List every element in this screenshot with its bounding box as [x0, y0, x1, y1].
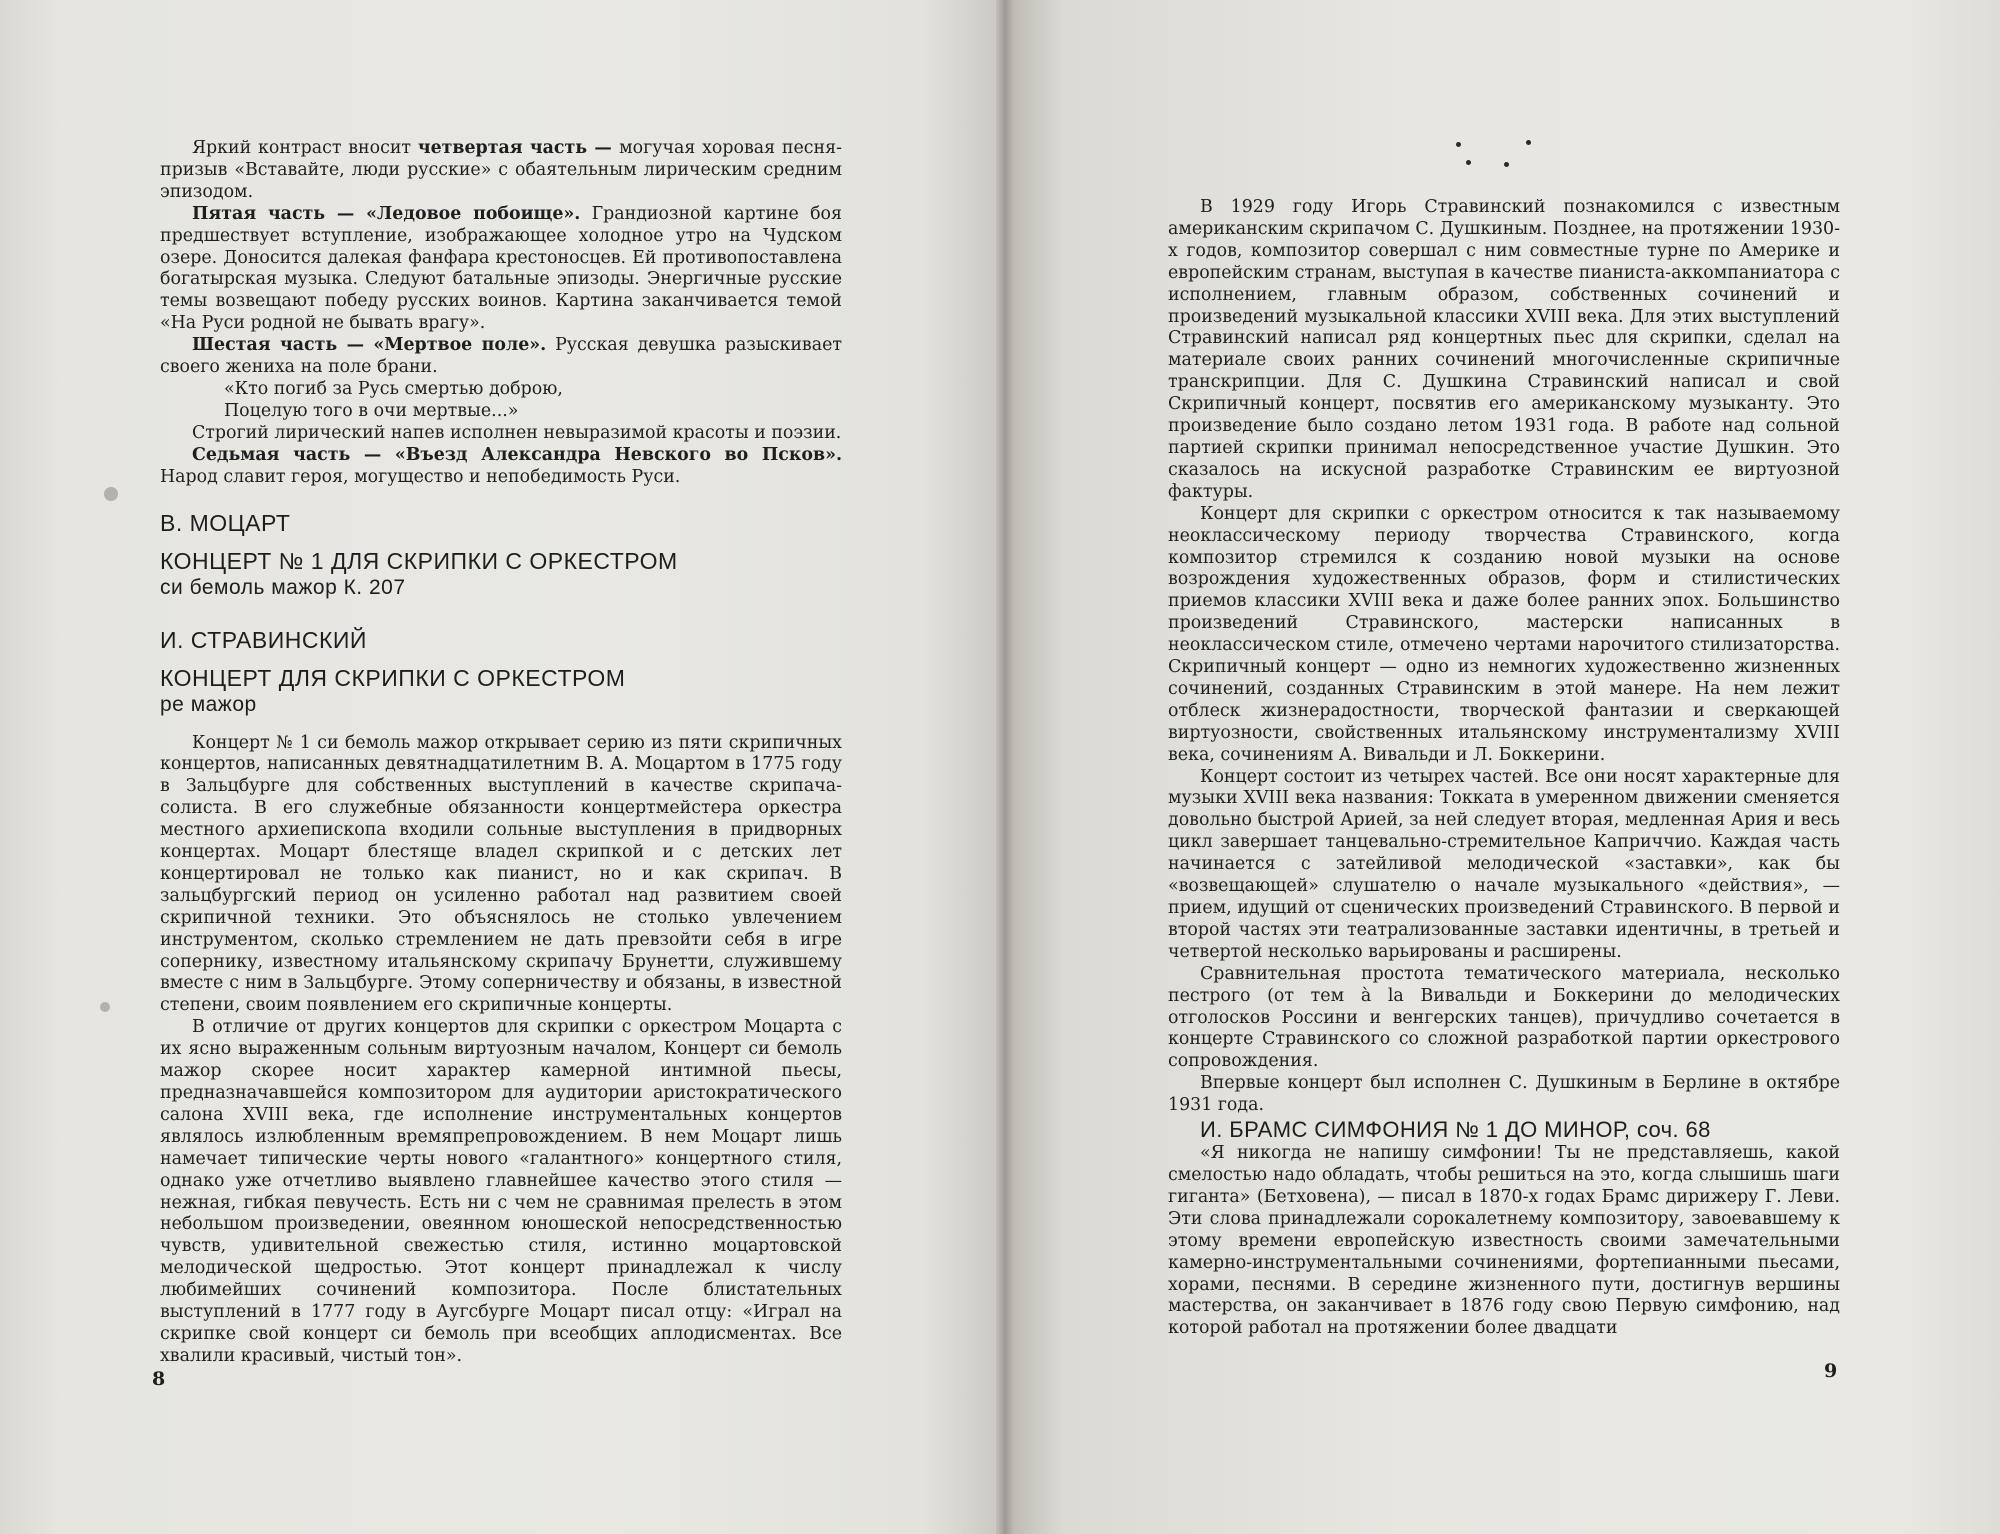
left-text-column [160, 138, 842, 1368]
mozart-paragraph: В отличие от других концертов для скрипки с оркестром Моцарта с их ясно выраженным сольным виртуозным началом, Концерт си бемоль мажор скорее носит характер камерной интимной пьесы, предназначавшейся композитором для аудитории аристократического салона XVIII века, где исполнение инструментальных концертов являлось излюбленным времяпрепровождением. В нем Моцарт лишь намечает типические черты нового «галантного» концертного стиля, однако уже отчетливо выявлено главнейшее качество этого стиля — нежная, гибкая певучесть. Есть ни с чем не сравнимая прелесть в этом небольшом произведении, овеянном юношеской непосредственностью чувств, удивительной свежестью стиля, истинно моцартовской мелодической щедростью. Этот концерт принадлежал к числу любимейших сочинений композитора. После блистательных выступлений в 1777 году в Аугсбурге Моцарт писал отцу: «Играл на скрипке свой концерт си бемоль при всеобщих аплодисментах. Все хвалили красивый, чистый тон». [160, 1017, 842, 1366]
brahms-heading: И. БРАМС СИМФОНИЯ № 1 ДО МИНОР, соч. 68 [1200, 1117, 1711, 1143]
speck [1456, 142, 1461, 147]
stravinsky-paragraph: В 1929 году Игорь Стравинский познакомился с известным американским скрипачом С. Душкиным. Позднее, на протяжении 1930-х годов, композитор совершал с ним совместные турне по Америке и европейским странам, выступая в качестве пианиста-аккомпаниатора с исполнением, главным образом, собственных сочинений и произведений музыкальной классики XVIII века. Для этих выступлений Стравинский написал ряд концертных пьес для скрипки, сделал на материале своих ранних сочинений многочисленные скрипичные транскрипции. Для С. Душкина Стравинский написал и свой Скрипичный концерт, посвятив его американскому музыканту. Это произведение было создано летом 1931 года. В работе над сольной партией скрипки принимал непосредственное участие Душкин. Это сказалось на искусной разработке Стравинским ее виртуозной фактуры. [1168, 197, 1840, 502]
paragraph-part-seven [160, 445, 842, 489]
part-heading: Пятая часть — «Ледовое побоище». [192, 203, 581, 224]
text-run: Русская девушка разыскивает своего жениха на поле брани. [160, 335, 842, 378]
speck [1504, 162, 1509, 167]
paragraph-part-six [160, 335, 842, 379]
stravinsky-paragraph: Концерт для скрипки с оркестром относится к так называемому неоклассическому периоду творчества Стравинского, когда композитор стремился к созданию новой музыки на основе возрождения художественных образов, форм и стилистических приемов классики XVIII века и даже более ранних эпох. Большинство произведений Стравинского, мастерски написанных в неоклассическом стиле, отмечено чертами нарочитого стилизаторства. Скрипичный концерт — одно из немногих художественно жизненных сочинений, созданных Стравинским в этой манере. На нем лежит отблеск жизнерадостности, творческой фантазии и сверкающей виртуозности, свойственных итальянскому инструментализму XVIII века, сочинениям А. Вивальди и Л. Боккерини. [1168, 503, 1840, 765]
part-heading: четвертая часть — [417, 138, 620, 158]
print-smudge [100, 1002, 110, 1012]
page-number-left: 8 [152, 1368, 166, 1390]
print-smudge [104, 487, 118, 501]
quote-line: Поцелую того в очи мертвые...» [224, 400, 519, 421]
paragraph-lyric [160, 423, 842, 445]
text-run: Строгий лирический напев исполнен невыразимой красоты и поэзии. [192, 422, 842, 443]
brahms-paragraph: «Я никогда не напишу симфонии! Ты не представляешь, какой смелостью надо обладать, чтобы решиться на это, когда слышишь шаги гиганта» (Бетховена), — писал в 1870-х годах Брамс дирижеру Г. Леви. Эти слова принадлежали сорокалетнему композитору, завоевавшему к этому времени европейскую известность своими замечательными камерно-инструментальными сочинениями, фортепианными пьесами, хорами, песнями. В середине жизненного пути, достигнув вершины мастерства, он заканчивает в 1876 году свою Первую симфонию, над которой работал на протяжении более двадцати [1168, 1143, 1840, 1339]
stravinsky-paragraph: Сравнительная простота тематического материала, несколько пестрого (от тем à la Вивальди и Боккерини до мелодических отголосков Россини и венгерских танцев), причудливо сочетается в концерте Стравинского со сложной разработкой партии оркестрового сопровождения. [1168, 963, 1840, 1072]
spacer [160, 717, 842, 733]
mozart-composer-heading: В. МОЦАРТ [160, 509, 291, 536]
binding-gutter [996, 0, 1014, 1534]
page-number-right: 9 [1824, 1360, 1838, 1382]
stravinsky-paragraph: Концерт состоит из четырех частей. Все они носят характерные для музыки XVIII века названия: Токката в умеренном движении сменяется довольно быстрой Арией, за ней следует вторая, медленная Ария и весь цикл завершает танцевально-стремительное Каприччио. Каждая часть начинается с затейливой мелодической «заставки», как бы «возвещающей» слушателю о начале музыкального «действия», — прием, идущий от сценических произведений Стравинского. В первой и второй частях эти театрализованные заставки идентичны, в третьей и четвертой несколько варьированы и расширены. [1168, 766, 1840, 962]
text-run: Народ славит героя, могущество и непобедимость Руси. [160, 466, 681, 487]
text-run: Яркий контраст вносит [192, 138, 418, 158]
paragraph-part-four [160, 138, 842, 204]
text-run: Грандиозной картине боя предшествует вступление, изображающее холодное утро на Чудском озере. Доносится далекая фанфара крестоносцев. Ей противопоставлена богатырская музыка. Следуют батальные эпизоды. Энергичные русские темы возвещают победу русских воинов. Картина заканчивается темой «На Руси родной не бывать врагу». [160, 203, 842, 334]
paragraph-part-five [160, 204, 842, 335]
stravinsky-work-title: КОНЦЕРТ ДЛЯ СКРИПКИ С ОРКЕСТРОМ [160, 664, 626, 691]
quote-line: «Кто погиб за Русь смертью доброю, [224, 378, 563, 399]
stravinsky-composer-heading: И. СТРАВИНСКИЙ [160, 626, 367, 653]
print-specks [1226, 130, 1566, 180]
part-heading: Шестая часть — «Мертвое поле». [192, 335, 547, 356]
text-run: могучая хоровая песня-призыв «Вставайте, люди русские» с обаятельным лирическим средним эпизодом. [160, 138, 842, 202]
speck [1526, 140, 1531, 145]
stravinsky-paragraph: Впервые концерт был исполнен С. Душкиным в Берлине в октябре 1931 года. [1168, 1073, 1840, 1116]
mozart-paragraph: Концерт № 1 си бемоль мажор открывает серию из пяти скрипичных концертов, написанных девятнадцатилетним В. А. Моцартом в 1775 году в Зальцбурге для собственных выступлений в качестве скрипача-солиста. В его служебные обязанности концертмейстера оркестра местного архиепископа входили сольные выступления в придворных концертах. Моцарт блестяще владел скрипкой и с детских лет концертировал не только как пианист, но и как скрипач. В зальцбургский период он усиленно работал над развитием своей скрипичной техники. Это объяснялось не столько увлечением инструментом, сколько стремлением не дать превзойти себя в игре сопернику, известному итальянскому скрипачу Брунетти, служившему вместе с ним в Зальцбурге. Этому соперничеству и обязаны, в известной степени, своим появлением его скрипичные концерты. [160, 732, 842, 1016]
speck [1466, 160, 1471, 165]
part-heading: Седьмая часть — «Въезд Александра Невского во Псков». [192, 444, 842, 465]
mozart-work-title: КОНЦЕРТ № 1 ДЛЯ СКРИПКИ С ОРКЕСТРОМ [160, 547, 678, 574]
mozart-key: си бемоль мажор К. 207 [160, 575, 406, 599]
stravinsky-key: ре мажор [160, 692, 257, 716]
right-text-column [1168, 197, 1840, 1340]
